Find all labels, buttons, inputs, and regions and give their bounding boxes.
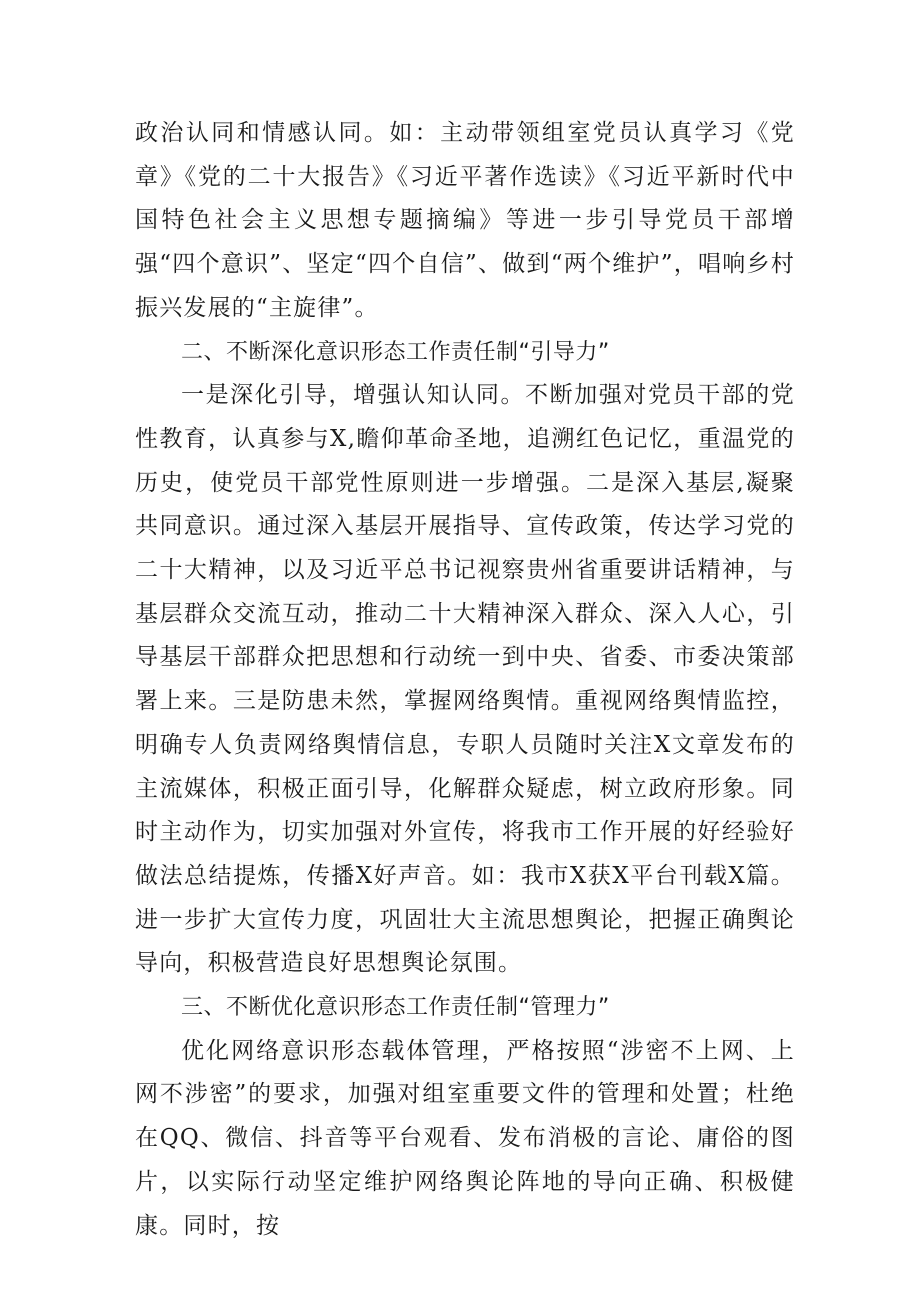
- document-page: [135, 112, 795, 1248]
- section-heading-3: 三、不断优化意识形态工作责任制“管理力”: [181, 995, 610, 1021]
- body-paragraph-continued: 政治认同和情感认同。如：主动带领组室党员认真学习《党章》《党的二十大报告》《习近平著作选读》《习近平新时代中国特色社会主义思想专题摘编》等进一步引导党员干部增强“四个意识”、坚定“四个自信”、做到“两个维护”，唱响乡村振兴发展的“主旋律”。: [135, 120, 795, 321]
- body-paragraph-guidance: 一是深化引导，增强认知认同。不断加强对党员干部的党性教育，认真参与X,瞻仰革命圣地，追溯红色记忆，重温党的历史，使党员干部党性原则进一步增强。二是深入基层,凝聚共同意识。通过深入基层开展指导、宣传政策，传达学习党的二十大精神，以及习近平总书记视察贵州省重要讲话精神，与基层群众交流互动，推动二十大精神深入群众、深入人心，引导基层干部群众把思想和行动统一到中央、省委、市委决策部署上来。三是防患未然，掌握网络舆情。重视网络舆情监控，明确专人负责网络舆情信息，专职人员随时关注X文章发布的主流媒体，积极正面引导，化解群众疑虑，树立政府形象。同时主动作为，切实加强对外宣传，将我市工作开展的好经验好做法总结提炼，传播X好声音。如：我市X获X平台刊载X篇。进一步扩大宣传力度，巩固壮大主流思想舆论，把握正确舆论导向，积极营造良好思想舆论氛围。: [135, 382, 795, 977]
- body-paragraph-management: 优化网络意识形态载体管理，严格按照“涉密不上网、上网不涉密”的要求，加强对组室重要文件的管理和处置；杜绝在QQ、微信、抖音等平台观看、发布消极的言论、庸俗的图片，以实际行动坚定维护网络舆论阵地的导向正确、积极健康。同时，按: [135, 1037, 795, 1239]
- section-heading-2: 二、不断深化意识形态工作责任制“引导力”: [181, 339, 610, 365]
